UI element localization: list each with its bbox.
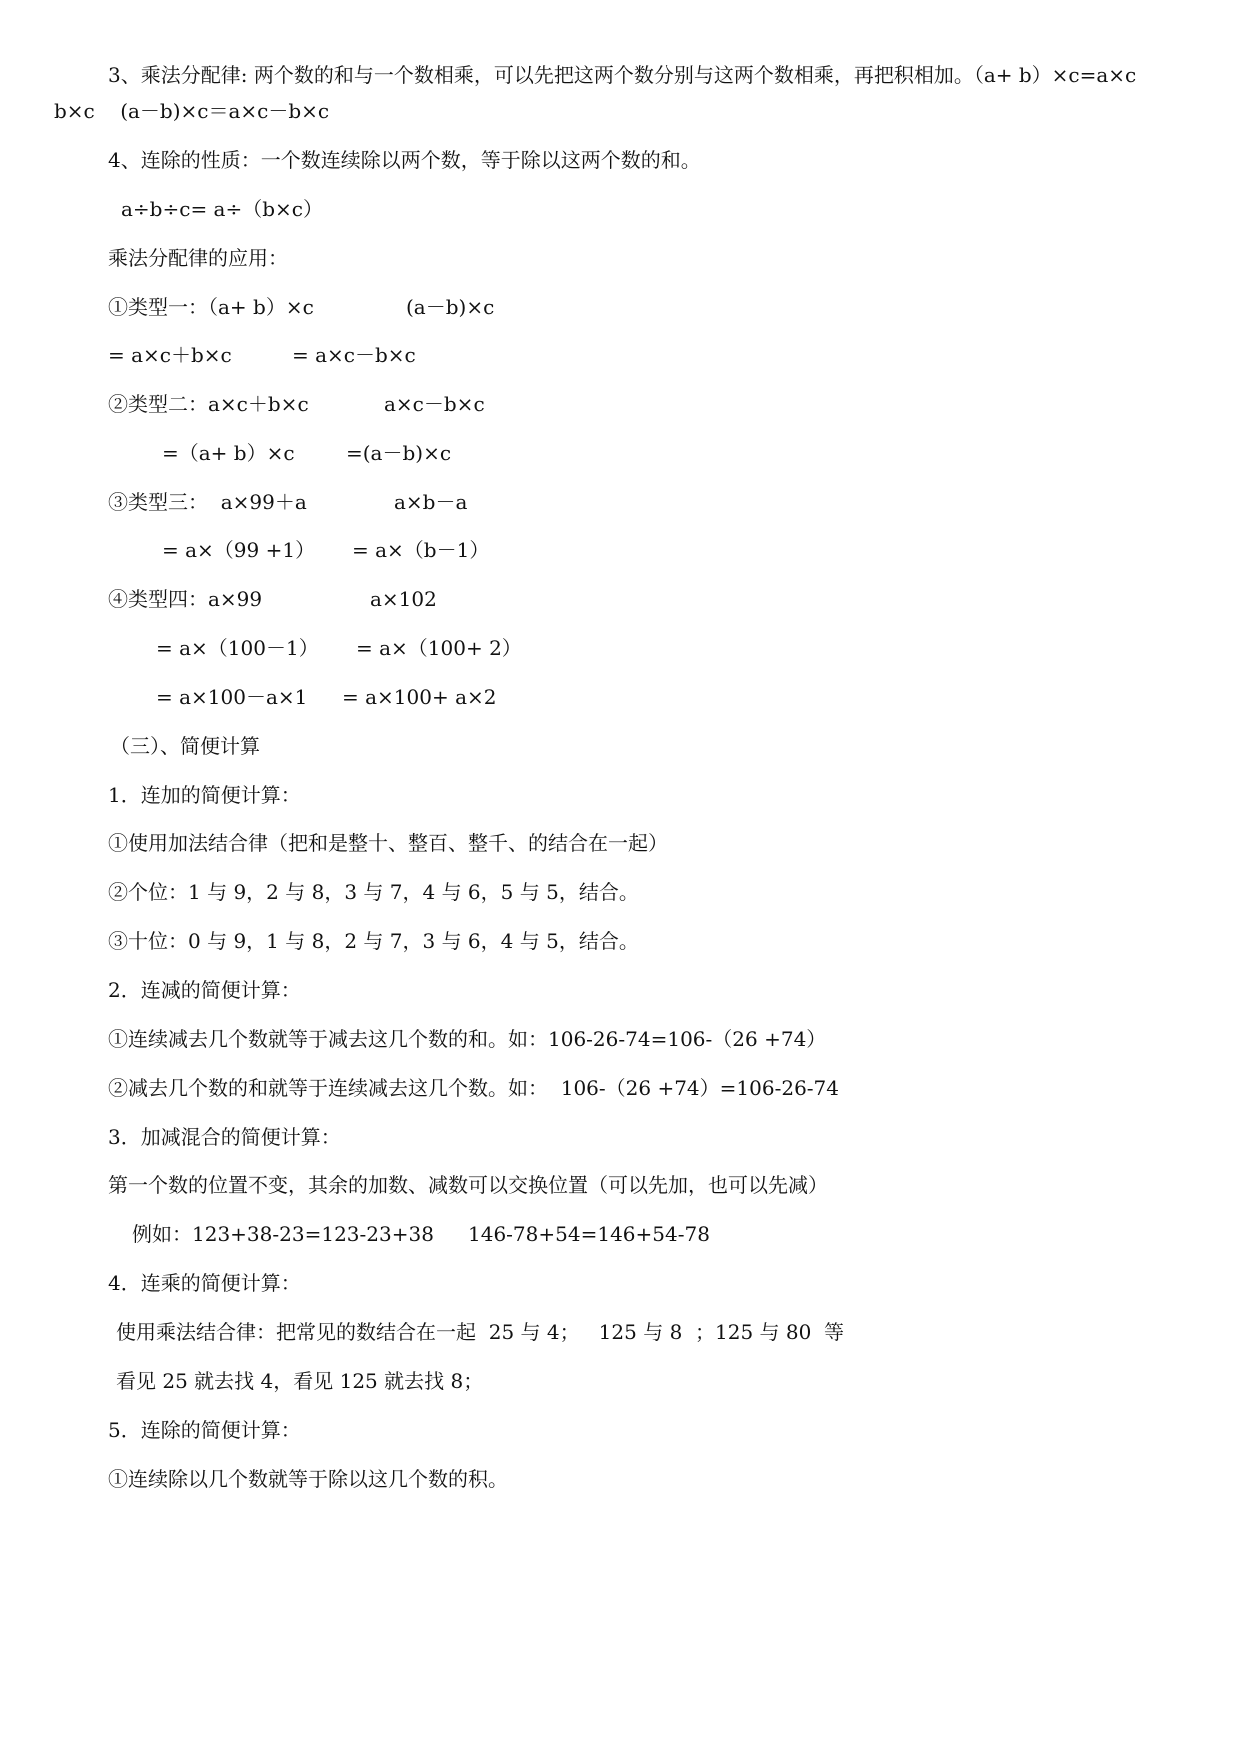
- text-line: ③十位：0 与 9，1 与 8，2 与 7，3 与 6，4 与 5，结合。: [108, 929, 639, 953]
- text-line: ①连续减去几个数就等于减去这几个数的和。如：106-26-74=106-（26 +74）: [108, 1027, 827, 1051]
- formula-left: = a×100－a×1: [156, 685, 308, 709]
- formula-right: = a×（b－1）: [352, 538, 490, 562]
- text-line: 3、乘法分配律: 两个数的和与一个数相乘，可以先把这两个数分别与这两个数相乘，再把积相加。（a+ b）×c=a×c: [108, 63, 1137, 87]
- formula-left: = a×（100－1）: [156, 636, 319, 660]
- text-line: ①连续除以几个数就等于除以这几个数的积。: [108, 1467, 508, 1491]
- formula-right: a×102: [370, 587, 437, 611]
- text-line: b×c (a－b)×c＝a×c－b×c: [54, 99, 330, 123]
- example-right: 146-78+54=146+54-78: [468, 1222, 710, 1246]
- text-line: 4、连除的性质：一个数连续除以两个数，等于除以这两个数的和。: [108, 148, 701, 172]
- subheading: 1．连加的简便计算：: [108, 783, 301, 807]
- text-line: ②减去几个数的和就等于连续减去这几个数。如： 106-（26 +74）=106-26-74: [108, 1076, 840, 1100]
- formula-line: a÷b÷c= a÷（b×c）: [121, 197, 324, 221]
- example-left: 例如：123+38-23=123-23+38: [132, 1222, 434, 1246]
- formula-right: = a×100+ a×2: [342, 685, 497, 709]
- formula-left: =（a+ b）×c: [162, 441, 295, 465]
- formula-left: ④类型四：a×99: [108, 587, 263, 611]
- formula-left: ①类型一：（a+ b）×c: [108, 295, 314, 319]
- section-heading: （三）、简便计算: [110, 734, 260, 758]
- text-line: 看见 25 就去找 4，看见 125 就去找 8；: [116, 1369, 484, 1393]
- formula-right: =(a－b)×c: [346, 441, 452, 465]
- text-line: 第一个数的位置不变，其余的加数、减数可以交换位置（可以先加，也可以先减）: [108, 1173, 828, 1197]
- text-line: ②个位：1 与 9，2 与 8，3 与 7，4 与 6，5 与 5，结合。: [108, 880, 639, 904]
- formula-left: ②类型二：a×c＋b×c: [108, 392, 309, 416]
- subheading: 4．连乘的简便计算：: [108, 1271, 301, 1295]
- subheading: 3．加减混合的简便计算：: [108, 1125, 341, 1149]
- formula-left: = a×c＋b×c: [108, 343, 232, 367]
- formula-left: ③类型三： a×99＋a: [108, 490, 307, 514]
- subheading: 5．连除的简便计算：: [108, 1418, 301, 1442]
- text-line: ①使用加法结合律（把和是整十、整百、整千、的结合在一起）: [108, 831, 668, 855]
- formula-right: a×c－b×c: [384, 392, 485, 416]
- formula-left: = a×（99 +1）: [162, 538, 316, 562]
- formula-right: a×b－a: [394, 490, 468, 514]
- formula-right: (a－b)×c: [406, 295, 495, 319]
- text-line: 乘法分配律的应用：: [108, 246, 288, 270]
- text-line: 使用乘法结合律：把常见的数结合在一起 25 与 4； 125 与 8 ；125 与 80 等: [116, 1320, 845, 1344]
- formula-right: = a×c－b×c: [292, 343, 416, 367]
- subheading: 2．连减的简便计算：: [108, 978, 301, 1002]
- formula-right: = a×（100+ 2）: [356, 636, 522, 660]
